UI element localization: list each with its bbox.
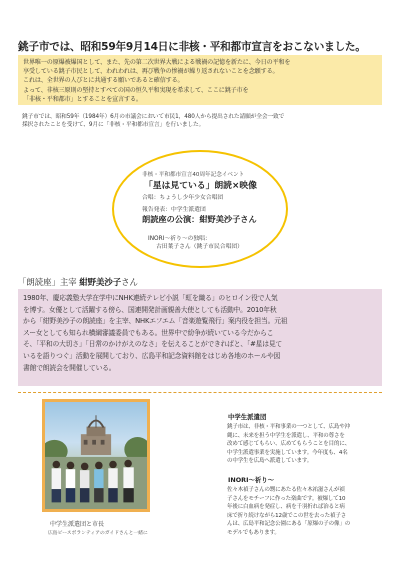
- inori-heading: INORI～祈り～: [228, 476, 275, 484]
- bio-line: スー女としても知られ横綱審議委員でもある。世界中で紛争が続いている今だからこ: [23, 328, 274, 337]
- history-line: 採択されたことを受けて、9月に「非核・平和都市宣言」を行いました。: [22, 122, 205, 129]
- declaration-line: これは、全世界の人びとに共通する願いであると確信する。: [23, 77, 184, 85]
- inori-line: 年後に白血病を発症し、病を千羽折れば治ると病: [227, 504, 345, 510]
- students-line: 縄に、未来を担う中学生を派遣し、平和の尊さを: [227, 432, 345, 439]
- photo-credit: 広島ピースボランティアのガイドさんと一緒に: [48, 531, 148, 536]
- group-photo: [42, 399, 150, 512]
- bio-line: を博す。女優として活躍する傍ら、国連開発計画親善大使としても活動中。2010年秋: [23, 305, 277, 314]
- history-text: [22, 113, 378, 130]
- reader-name: 紺野美沙子: [79, 277, 122, 287]
- page-headline: 銚子市では、昭和59年9月14日に非核・平和都市宣言をおこないました。: [18, 41, 366, 53]
- event-singer: 古田葉子さん（銚子市民合唱団）: [156, 244, 243, 250]
- declaration-line: 世界唯一の原爆被爆国として、また、先の第二次世界大戦による戦禍の記憶を新たに、今日の平和を: [23, 59, 291, 66]
- students-heading: 中学生派遣団: [228, 413, 267, 421]
- students-line: 銚子市は、非核・平和事業の一つとして、広島や沖: [227, 424, 350, 430]
- declaration-box: [18, 55, 382, 105]
- students-line: 改めて感じてもらい、広めてもらうことを目的に、: [227, 441, 351, 447]
- students-text: [227, 423, 383, 466]
- section-divider: [18, 392, 382, 393]
- inori-line: 佐々木禎子さんの甥にあたる佐々木祐滋さんが禎: [227, 487, 345, 493]
- event-performance: 朗読座の公演：紺野美沙子さん: [142, 214, 257, 224]
- event-choir: 合唱：ちょうし少年少女合唱団: [142, 195, 224, 201]
- group-photo-illustration: [45, 402, 147, 509]
- students-line: 中学生派遣事業を実施しています。今年度も、4名: [227, 449, 348, 456]
- declaration-line: よって、非核三原則の堅持とすべての国の恒久平和実現を希求して、ここに銚子市を: [23, 86, 249, 94]
- declaration-line: 「非核・平和都市」とすることを宣言する。: [23, 95, 142, 103]
- reader-suffix: さん: [121, 277, 138, 287]
- bio-line: いるを語りつぐ」活動を展開しており、広島平和記念資料館をはじめ各地のホールや図: [23, 351, 281, 360]
- event-title: 「星は見ている」朗読×映像: [144, 181, 257, 191]
- bio-line: から「紺野美沙子の朗読座」を主宰、NHKエフエム「音楽遊覧飛行」案内役を担当。元祖: [23, 317, 288, 326]
- students-line: の中学生を広島へ派遣しています。: [227, 458, 313, 464]
- event-report: 報告発表：中学生派遣団: [142, 207, 206, 213]
- bio-line: そ、「平和の大切さ」「日常のかけがえのなさ」を伝えることができればと、「#星は見て: [23, 340, 283, 349]
- bio-line: 書館で朗読会を開催している。: [23, 363, 116, 372]
- inori-text: [227, 486, 383, 537]
- inori-line: 床で折り続けながら12歳でこの世を去った禎子さ: [227, 512, 347, 519]
- bio-line: 1980年、慶応義塾大学在学中にNHK連続テレビ小説「虹を織る」のヒロイン役で人気: [23, 294, 278, 302]
- photo-caption: 中学生派遣団と市長: [50, 521, 105, 528]
- reader-heading: [18, 276, 138, 288]
- event-song: INORI～祈り～の独唱：: [148, 236, 211, 242]
- declaration-line: 享受している銚子市民として、われわれは、再び戦争の惨禍が繰り返されないことを念願する。: [23, 68, 279, 76]
- event-subtitle: 非核・平和都市宣言40周年記念イベント: [142, 172, 245, 178]
- inori-line: 子さんをモチーフに作った楽曲です。被爆して10: [227, 495, 346, 502]
- reader-bio-box: [18, 289, 382, 386]
- reader-prefix: 「朗読座」主宰: [18, 277, 77, 287]
- history-line: 銚子市では、昭和59年（1984年）6月の市議会において市民1，480人から提出された請願が全会一致で: [22, 114, 285, 120]
- inori-line: モデルでもあります。: [227, 529, 280, 536]
- inori-line: んは、広島平和記念公園にある「原爆の子の像」の: [227, 521, 351, 527]
